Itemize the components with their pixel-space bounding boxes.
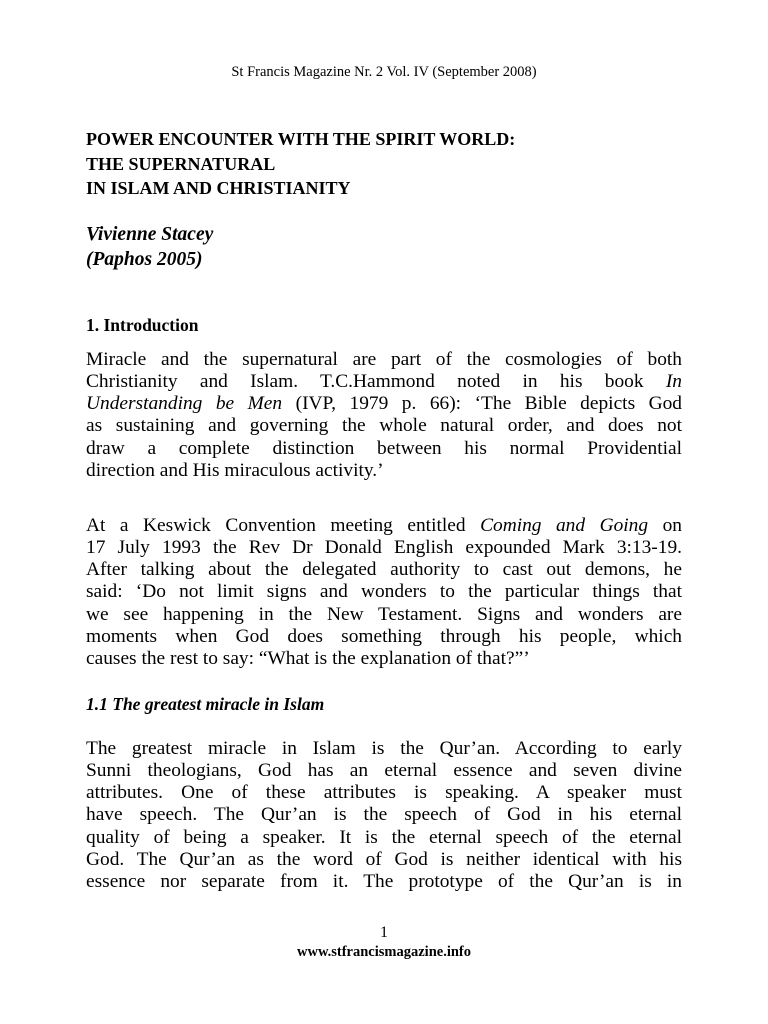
text-line: [86, 393, 682, 415]
author-name: Vivienne Stacey: [86, 224, 214, 245]
text-line: Sunni theologians, God has an eternal essence and seven divine: [86, 760, 682, 782]
text-line: After talking about the delegated authority to cast out demons, he: [86, 559, 682, 581]
text-line: The greatest miracle in Islam is the Qur’an. According to early: [86, 738, 682, 759]
text-line: causes the rest to say: “What is the explanation of that?”’: [86, 647, 530, 669]
text-line: direction and His miraculous activity.’: [86, 459, 384, 481]
text-line: [86, 515, 682, 537]
text-line: attributes. One of these attributes is speaking. A speaker must: [86, 782, 682, 804]
text-line: essence nor separate from it. The prototype of the Qur’an is in: [86, 870, 682, 892]
text-line: as sustaining and governing the whole natural order, and does not: [86, 415, 682, 437]
text-line: we see happening in the New Testament. Signs and wonders are: [86, 603, 682, 625]
meeting-title-italic: Coming and Going: [480, 515, 649, 536]
author-note: (Paphos 2005): [86, 249, 203, 270]
text-line: Miracle and the supernatural are part of the cosmologies of both: [86, 349, 682, 370]
text-run: At a Keswick Convention meeting entitled: [86, 515, 481, 536]
author-block: [86, 222, 686, 272]
book-title-italic: In: [665, 371, 682, 393]
footer-url: www.stfrancismagazine.info: [297, 944, 471, 960]
text-line: moments when God does something through his people, which: [86, 625, 682, 647]
paragraph-miracle-1: [86, 738, 682, 893]
text-line: [86, 371, 682, 393]
text-line: said: ‘Do not limit signs and wonders to the particular things that: [86, 581, 682, 603]
text-run: (IVP, 1979 p. 66): ‘The Bible depicts God: [282, 393, 683, 415]
running-header: St Francis Magazine Nr. 2 Vol. IV (September 2008): [231, 64, 537, 80]
page-number: 1: [380, 924, 388, 941]
article-title: [86, 127, 686, 201]
text-run: on: [648, 515, 682, 536]
book-title-italic: Understanding be Men: [86, 393, 283, 415]
text-run: Christianity and Islam. T.C.Hammond noted in his book: [86, 371, 644, 393]
title-line: THE SUPERNATURAL: [86, 153, 276, 174]
text-line: God. The Qur’an as the word of God is neither identical with his: [86, 848, 682, 870]
section-heading-introduction: 1. Introduction: [86, 315, 199, 335]
text-line: draw a complete distinction between his normal Providential: [86, 437, 682, 459]
section-heading-greatest-miracle: 1.1 The greatest miracle in Islam: [86, 694, 325, 714]
text-line: 17 July 1993 the Rev Dr Donald English expounded Mark 3:13-19.: [86, 537, 682, 559]
title-line: IN ISLAM AND CHRISTIANITY: [86, 178, 351, 198]
paragraph-intro-2: [86, 515, 682, 670]
title-line: POWER ENCOUNTER WITH THE SPIRIT WORLD:: [86, 129, 516, 149]
text-line: quality of being a speaker. It is the eternal speech of the eternal: [86, 826, 682, 848]
text-line: have speech. The Qur’an is the speech of God in his eternal: [86, 804, 682, 826]
paragraph-intro-1: [86, 349, 682, 482]
